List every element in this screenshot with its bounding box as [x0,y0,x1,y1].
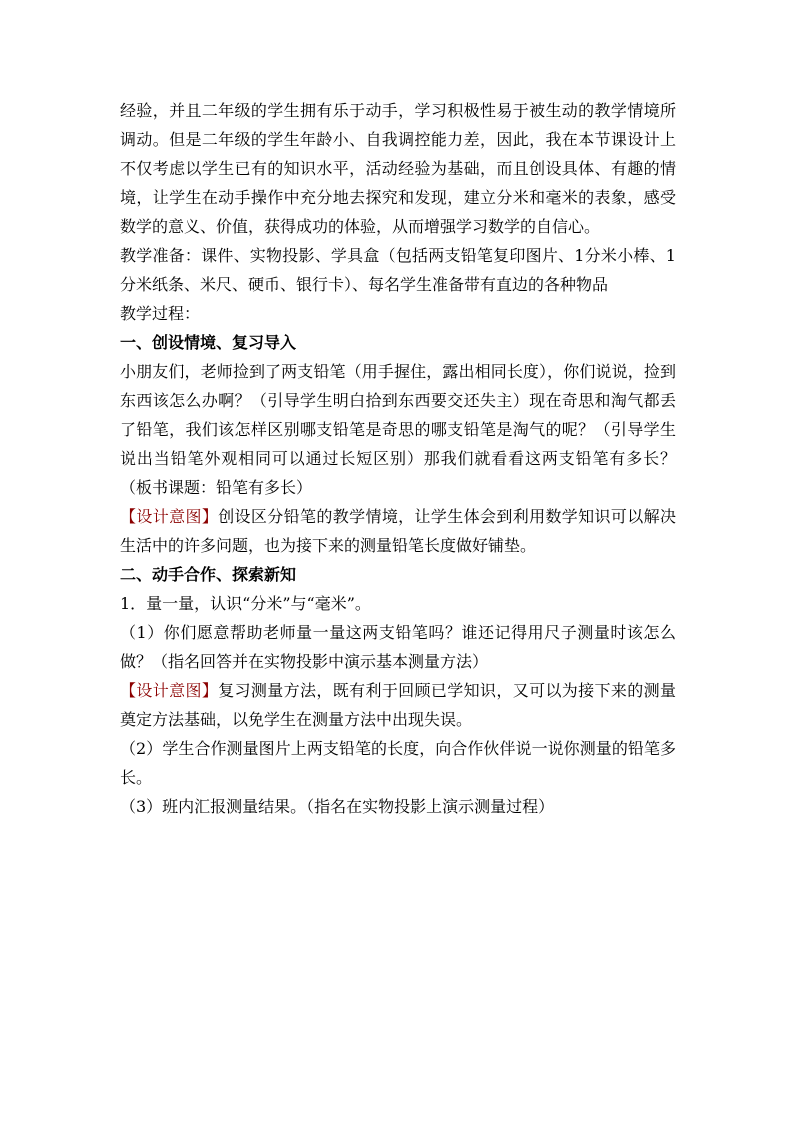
section-heading-2: 二、动手合作、探索新知 [120,565,297,584]
document-page [120,96,676,821]
paragraph-step-1-2: （2）学生合作测量图片上两支铅笔的长度，向合作伙伴说一说你测量的铅笔多长。 [120,739,676,787]
paragraph-student-analysis: 经验，并且二年级的学生拥有乐于动手，学习积极性易于被生动的教学情境所调动。但是二年级的学生年龄小、自我调控能力差，因此，我在本节课设计上不仅考虑以学生已有的知识水平，活动经验为基础，而且创设具体、有趣的情境，让学生在动手操作中充分地去探究和发现，建立分米和毫米的表象，感受数学的意义、价值，获得成功的体验，从而增强学习数学的自信心。 [120,101,676,236]
paragraph-teaching-preparation: 教学准备：课件、实物投影、学具盒（包括两支铅笔复印图片、1分米小棒、1分米纸条、米尺、硬币、银行卡）、每名学生准备带有直边的各种物品 [120,246,676,294]
paragraph-design-intent-1 [120,502,676,560]
design-intent-text: 复习测量方法，既有利于回顾已学知识，又可以为接下来的测量奠定方法基础，以免学生在测量方法中出现失误。 [120,681,676,729]
design-intent-text: 创设区分铅笔的教学情境，让学生体会到利用数学知识可以解决生活中的许多问题，也为接下来的测量铅笔长度做好铺垫。 [120,507,676,555]
paragraph-step-1-3: （3）班内汇报测量结果。（指名在实物投影上演示测量过程） [120,797,555,816]
paragraph-lesson-intro: 小朋友们，老师捡到了两支铅笔（用手握住，露出相同长度），你们说说，捡到东西该怎么办啊？（引导学生明白拾到东西要交还失主）现在奇思和淘气都丢了铅笔，我们该怎样区别哪支铅笔是奇思的哪支铅笔是淘气的呢？（引导学生说出当铅笔外观相同可以通过长短区别）那我们就看看这两支铅笔有多长？（板书课题：铅笔有多长） [120,362,676,497]
design-intent-label: 【设计意图】 [120,507,219,526]
paragraph-step-1-1: （1）你们愿意帮助老师量一量这两支铅笔吗？谁还记得用尺子测量时该怎么做？（指名回答并在实物投影中演示基本测量方法） [120,623,676,671]
paragraph-teaching-process-label: 教学过程： [120,304,201,323]
design-intent-label: 【设计意图】 [120,681,219,700]
paragraph-design-intent-2 [120,676,676,734]
section-heading-1: 一、创设情境、复习导入 [120,333,297,352]
paragraph-step-1: 1．量一量，认识“分米”与“毫米”。 [120,594,371,613]
